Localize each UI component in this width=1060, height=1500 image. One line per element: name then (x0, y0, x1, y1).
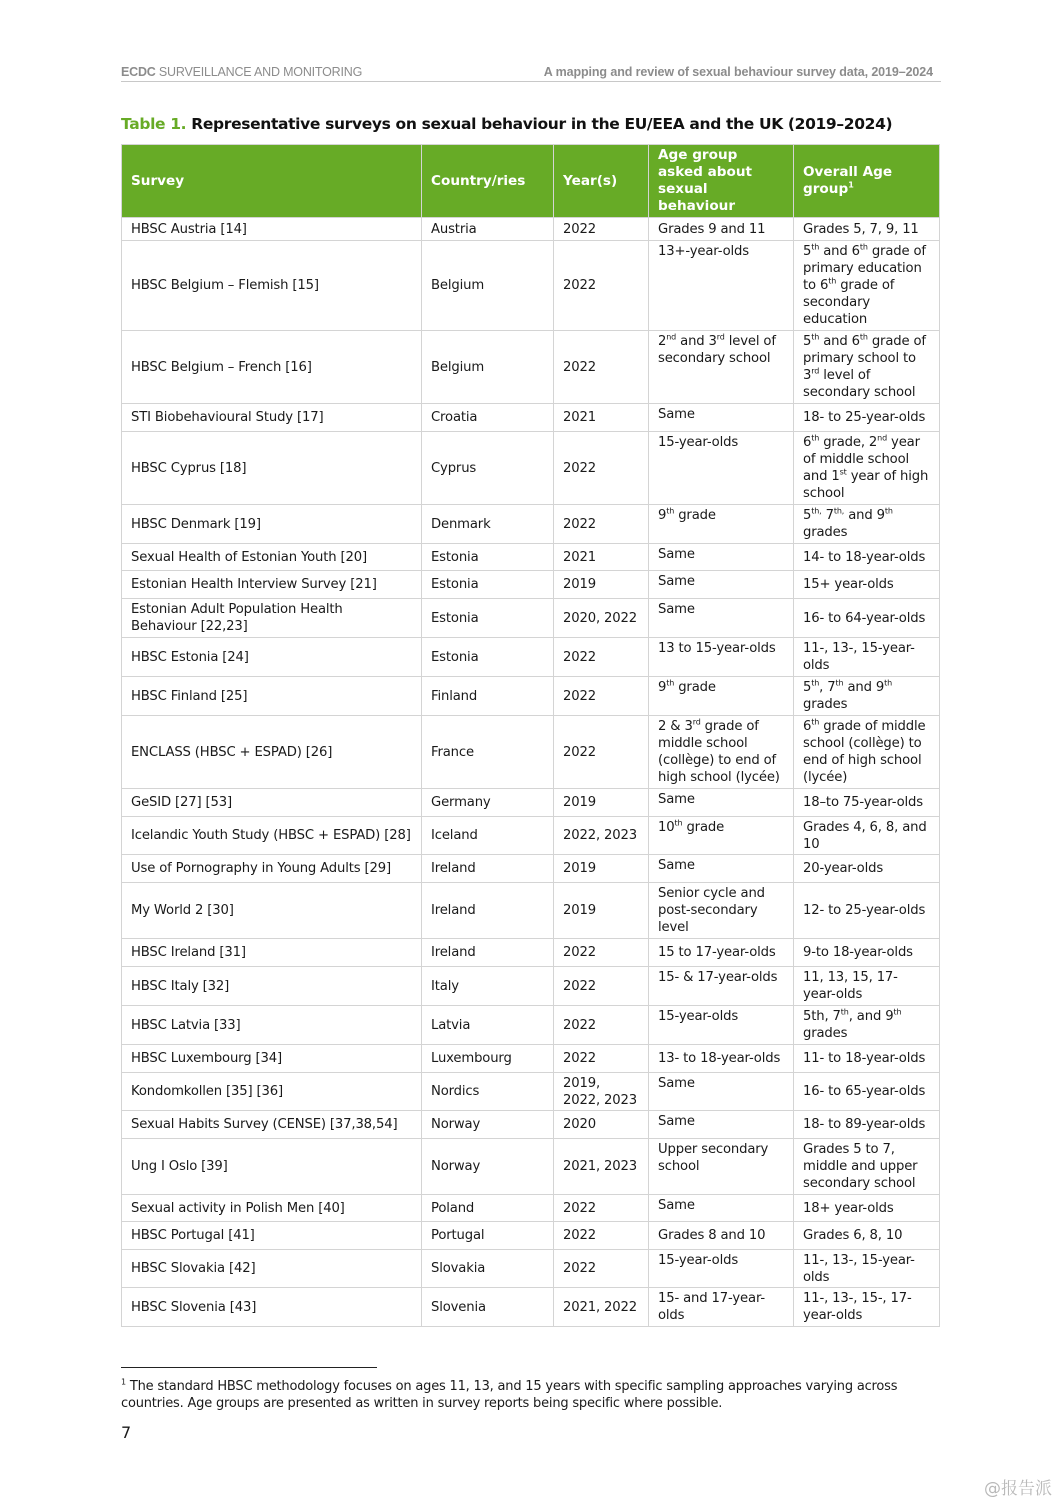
cell-country: Estonia (422, 638, 554, 677)
cell-years: 2021, 2023 (554, 1139, 649, 1195)
table-caption (121, 115, 892, 133)
table-caption-label: Table 1. (121, 115, 187, 133)
cell-years: 2020, 2022 (554, 599, 649, 638)
cell-survey: STI Biobehavioural Study [17] (122, 404, 422, 432)
cell-overall-age: 5th, 7th, and 9th grades (794, 1006, 940, 1045)
cell-years: 2022 (554, 505, 649, 544)
table-row (122, 432, 940, 505)
cell-age-asked: 15-year-olds (649, 432, 794, 505)
cell-survey: Kondomkollen [35] [36] (122, 1073, 422, 1111)
cell-overall-age: 16- to 64-year-olds (794, 599, 940, 638)
table-row (122, 1073, 940, 1111)
cell-survey: GeSID [27] [53] (122, 789, 422, 817)
cell-country: Germany (422, 789, 554, 817)
cell-country: Luxembourg (422, 1045, 554, 1073)
cell-country: Nordics (422, 1073, 554, 1111)
cell-survey: HBSC Ireland [31] (122, 939, 422, 967)
cell-survey: Icelandic Youth Study (HBSC + ESPAD) [28] (122, 817, 422, 855)
cell-age-asked: Senior cycle and post-secondary level (649, 883, 794, 939)
cell-overall-age: 9-to 18-year-olds (794, 939, 940, 967)
cell-country: Estonia (422, 571, 554, 599)
table-row (122, 638, 940, 677)
cell-survey: HBSC Portugal [41] (122, 1222, 422, 1250)
cell-country: Iceland (422, 817, 554, 855)
table-row (122, 789, 940, 817)
footnote-text: The standard HBSC methodology focuses on ages 11, 13, and 15 years with specific sampling approaches varying across countries. Age groups are presented as written in survey reports being specific where possible. (121, 1379, 898, 1411)
cell-years: 2021 (554, 404, 649, 432)
cell-age-asked: 15-year-olds (649, 1006, 794, 1045)
cell-country: Denmark (422, 505, 554, 544)
cell-survey: HBSC Cyprus [18] (122, 432, 422, 505)
table-row (122, 855, 940, 883)
cell-survey: HBSC Estonia [24] (122, 638, 422, 677)
survey-table (121, 144, 940, 1327)
table-caption-text: Representative surveys on sexual behaviour in the EU/EEA and the UK (2019–2024) (186, 115, 893, 133)
cell-age-asked: Same (649, 1195, 794, 1222)
table-row (122, 1045, 940, 1073)
cell-survey: HBSC Denmark [19] (122, 505, 422, 544)
column-header-country: Country/ries (422, 145, 554, 218)
cell-age-asked: 9th grade (649, 505, 794, 544)
cell-age-asked: Same (649, 1111, 794, 1139)
cell-survey: Estonian Health Interview Survey [21] (122, 571, 422, 599)
cell-survey: Use of Pornography in Young Adults [29] (122, 855, 422, 883)
cell-country: Italy (422, 967, 554, 1006)
cell-years: 2022 (554, 241, 649, 331)
table-row (122, 1250, 940, 1288)
cell-overall-age: Grades 6, 8, 10 (794, 1222, 940, 1250)
cell-overall-age: 6th grade of middle school (collège) to end of high school (lycée) (794, 716, 940, 789)
cell-years: 2022 (554, 331, 649, 404)
header-org: ECDC (121, 65, 156, 79)
cell-overall-age: $5^{th,}$ $7^{th,}$ and 9th grades (794, 505, 940, 544)
cell-overall-age: 18+ year-olds (794, 1195, 940, 1222)
cell-country: Austria (422, 218, 554, 241)
cell-age-asked: Same (649, 855, 794, 883)
cell-years: 2022 (554, 1250, 649, 1288)
cell-age-asked: 9th grade (649, 677, 794, 716)
cell-years: 2019 (554, 571, 649, 599)
watermark: @报告派 (984, 1479, 1052, 1499)
cell-years: 2022 (554, 939, 649, 967)
cell-overall-age: 11-, 13-, 15-year-olds (794, 638, 940, 677)
cell-overall-age: 5th, 7th and 9th grades (794, 677, 940, 716)
cell-years: 2022 (554, 716, 649, 789)
cell-survey: HBSC Austria [14] (122, 218, 422, 241)
cell-overall-age: 16- to 65-year-olds (794, 1073, 940, 1111)
cell-country: Norway (422, 1139, 554, 1195)
cell-age-asked: Same (649, 571, 794, 599)
cell-country: Belgium (422, 241, 554, 331)
cell-country: Poland (422, 1195, 554, 1222)
table-row (122, 1139, 940, 1195)
table-row (122, 817, 940, 855)
cell-survey: HBSC Luxembourg [34] (122, 1045, 422, 1073)
column-header-age-asked: Age group asked about sexual behaviour (649, 145, 794, 218)
footnote (121, 1378, 921, 1412)
cell-survey: ENCLASS (HBSC + ESPAD) [26] (122, 716, 422, 789)
table-row (122, 1288, 940, 1327)
cell-age-asked: Same (649, 1073, 794, 1111)
cell-overall-age: 5th and 6th grade of primary school to 3rd level of secondary school (794, 331, 940, 404)
cell-years: 2019, 2022, 2023 (554, 1073, 649, 1111)
cell-country: Estonia (422, 544, 554, 571)
cell-years: 2019 (554, 789, 649, 817)
cell-age-asked: 13- to 18-year-olds (649, 1045, 794, 1073)
cell-survey: HBSC Italy [32] (122, 967, 422, 1006)
cell-years: 2019 (554, 883, 649, 939)
column-header-years: Year(s) (554, 145, 649, 218)
cell-country: Slovenia (422, 1288, 554, 1327)
cell-survey: HBSC Belgium – French [16] (122, 331, 422, 404)
footnote-marker: 1 (848, 180, 854, 190)
table-row (122, 599, 940, 638)
cell-age-asked: Grades 9 and 11 (649, 218, 794, 241)
header-document-title: A mapping and review of sexual behaviour survey data, 2019–2024 (543, 65, 933, 79)
cell-years: 2022 (554, 638, 649, 677)
table-header-row (122, 145, 940, 218)
cell-overall-age: Grades 4, 6, 8, and 10 (794, 817, 940, 855)
table-row (122, 505, 940, 544)
cell-overall-age: 15+ year-olds (794, 571, 940, 599)
cell-overall-age: 18–to 75-year-olds (794, 789, 940, 817)
cell-years: 2022 (554, 1006, 649, 1045)
page-number: 7 (121, 1423, 132, 1442)
cell-years: 2022 (554, 432, 649, 505)
cell-survey: HBSC Belgium – Flemish [15] (122, 241, 422, 331)
cell-age-asked: 2nd and 3rd level of secondary school (649, 331, 794, 404)
cell-survey: HBSC Finland [25] (122, 677, 422, 716)
cell-overall-age: 11- to 18-year-olds (794, 1045, 940, 1073)
cell-country: Norway (422, 1111, 554, 1139)
cell-age-asked: 10th grade (649, 817, 794, 855)
cell-country: Portugal (422, 1222, 554, 1250)
cell-years: 2021 (554, 544, 649, 571)
cell-age-asked: Same (649, 544, 794, 571)
cell-overall-age: 11-, 13-, 15-, 17-year-olds (794, 1288, 940, 1327)
cell-country: Belgium (422, 331, 554, 404)
cell-survey: Sexual Habits Survey (CENSE) [37,38,54] (122, 1111, 422, 1139)
cell-years: 2022 (554, 967, 649, 1006)
cell-country: Ireland (422, 855, 554, 883)
cell-overall-age: 14- to 18-year-olds (794, 544, 940, 571)
footnote-marker: 1 (121, 1377, 126, 1387)
cell-age-asked: Upper secondary school (649, 1139, 794, 1195)
cell-overall-age: 11-, 13-, 15-year-olds (794, 1250, 940, 1288)
table-row (122, 677, 940, 716)
cell-overall-age: 12- to 25-year-olds (794, 883, 940, 939)
column-header-overall-age (794, 145, 940, 218)
cell-years: 2022 (554, 1222, 649, 1250)
cell-survey: Estonian Adult Population Health Behaviour [22,23] (122, 599, 422, 638)
cell-age-asked: Same (649, 599, 794, 638)
cell-years: 2022 (554, 218, 649, 241)
table-row (122, 1006, 940, 1045)
cell-survey: Sexual Health of Estonian Youth [20] (122, 544, 422, 571)
table-row (122, 1111, 940, 1139)
cell-survey: HBSC Slovenia [43] (122, 1288, 422, 1327)
cell-overall-age: 6th grade, 2nd year of middle school and 1st year of high school (794, 432, 940, 505)
cell-overall-age: 20-year-olds (794, 855, 940, 883)
cell-overall-age: 5th and 6th grade of primary education to 6th grade of secondary education (794, 241, 940, 331)
cell-age-asked: 15 to 17-year-olds (649, 939, 794, 967)
table-body (122, 218, 940, 1327)
cell-country: Slovakia (422, 1250, 554, 1288)
table-row (122, 1222, 940, 1250)
cell-country: Estonia (422, 599, 554, 638)
cell-survey: My World 2 [30] (122, 883, 422, 939)
cell-age-asked: Grades 8 and 10 (649, 1222, 794, 1250)
cell-overall-age: 18- to 89-year-olds (794, 1111, 940, 1139)
table-row (122, 544, 940, 571)
cell-country: Ireland (422, 883, 554, 939)
table-row (122, 939, 940, 967)
table-row (122, 883, 940, 939)
cell-country: France (422, 716, 554, 789)
cell-years: 2021, 2022 (554, 1288, 649, 1327)
column-header-survey: Survey (122, 145, 422, 218)
cell-age-asked: Same (649, 789, 794, 817)
cell-age-asked: 2 & 3rd grade of middle school (collège) to end of high school (lycée) (649, 716, 794, 789)
table-row (122, 331, 940, 404)
table-row (122, 1195, 940, 1222)
table-row (122, 967, 940, 1006)
running-header (121, 63, 941, 82)
cell-age-asked: 13 to 15-year-olds (649, 638, 794, 677)
cell-overall-age: 11, 13, 15, 17-year-olds (794, 967, 940, 1006)
cell-overall-age: Grades 5 to 7, middle and upper secondary school (794, 1139, 940, 1195)
cell-country: Cyprus (422, 432, 554, 505)
cell-years: 2022, 2023 (554, 817, 649, 855)
cell-country: Finland (422, 677, 554, 716)
cell-years: 2019 (554, 855, 649, 883)
column-header-overall-age-label: Overall Age group (803, 164, 893, 197)
footnote-divider (121, 1367, 377, 1368)
cell-years: 2022 (554, 677, 649, 716)
table-row (122, 218, 940, 241)
cell-age-asked: 15- & 17-year-olds (649, 967, 794, 1006)
cell-country: Croatia (422, 404, 554, 432)
header-section: SURVEILLANCE AND MONITORING (155, 65, 363, 79)
cell-age-asked: 13+-year-olds (649, 241, 794, 331)
cell-survey: Ung I Oslo [39] (122, 1139, 422, 1195)
cell-overall-age: Grades 5, 7, 9, 11 (794, 218, 940, 241)
table-row (122, 571, 940, 599)
cell-survey: HBSC Latvia [33] (122, 1006, 422, 1045)
cell-years: 2020 (554, 1111, 649, 1139)
cell-overall-age: 18- to 25-year-olds (794, 404, 940, 432)
cell-survey: Sexual activity in Polish Men [40] (122, 1195, 422, 1222)
table-row (122, 716, 940, 789)
cell-years: 2022 (554, 1195, 649, 1222)
cell-survey: HBSC Slovakia [42] (122, 1250, 422, 1288)
cell-age-asked: Same (649, 404, 794, 432)
cell-years: 2022 (554, 1045, 649, 1073)
header-left (121, 65, 362, 79)
cell-country: Latvia (422, 1006, 554, 1045)
table-row (122, 404, 940, 432)
cell-age-asked: 15-year-olds (649, 1250, 794, 1288)
table-row (122, 241, 940, 331)
cell-country: Ireland (422, 939, 554, 967)
cell-age-asked: 15- and 17-year-olds (649, 1288, 794, 1327)
